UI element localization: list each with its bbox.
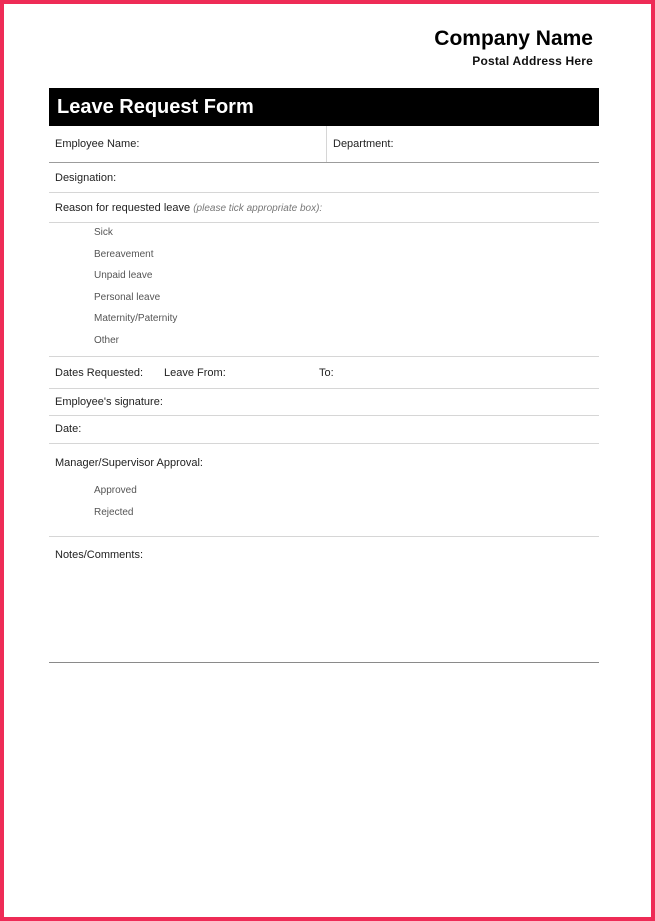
department-label: Department:	[333, 138, 394, 150]
designation-row	[49, 163, 599, 193]
postal-address: Postal Address Here	[472, 54, 593, 68]
approval-label: Manager/Supervisor Approval:	[55, 457, 203, 469]
reason-label-text: Reason for requested leave	[55, 202, 191, 214]
signature-row	[49, 389, 599, 416]
option-other[interactable]: Other	[94, 335, 120, 346]
option-approved[interactable]: Approved	[94, 485, 137, 496]
reason-row	[49, 193, 599, 223]
form-title: Leave Request Form	[49, 88, 599, 126]
company-name: Company Name	[434, 27, 593, 50]
date-row	[49, 416, 599, 444]
option-personal-leave[interactable]: Personal leave	[94, 292, 161, 303]
notes-bottom-rule	[49, 662, 599, 663]
approval-row	[49, 444, 599, 537]
employee-department-row	[49, 126, 599, 163]
notes-label: Notes/Comments:	[55, 549, 144, 561]
company-header	[434, 27, 593, 68]
reason-options	[49, 223, 599, 357]
employee-name-label: Employee Name:	[55, 138, 140, 150]
column-divider	[326, 126, 327, 162]
leave-from-label: Leave From:	[164, 367, 226, 379]
reason-hint: (please tick appropriate box):	[193, 203, 323, 214]
option-bereavement[interactable]: Bereavement	[94, 249, 154, 260]
designation-label: Designation:	[55, 172, 117, 184]
to-label: To:	[319, 367, 334, 379]
dates-requested-label: Dates Requested:	[55, 367, 144, 379]
date-label: Date:	[55, 423, 82, 435]
signature-label: Employee's signature:	[55, 396, 163, 408]
notes-row	[49, 537, 599, 663]
option-rejected[interactable]: Rejected	[94, 507, 134, 518]
dates-row	[49, 357, 599, 389]
option-unpaid-leave[interactable]: Unpaid leave	[94, 270, 153, 281]
option-maternity-paternity[interactable]: Maternity/Paternity	[94, 313, 178, 324]
option-sick[interactable]: Sick	[94, 227, 113, 238]
reason-label	[55, 202, 322, 214]
leave-request-form	[49, 88, 599, 663]
